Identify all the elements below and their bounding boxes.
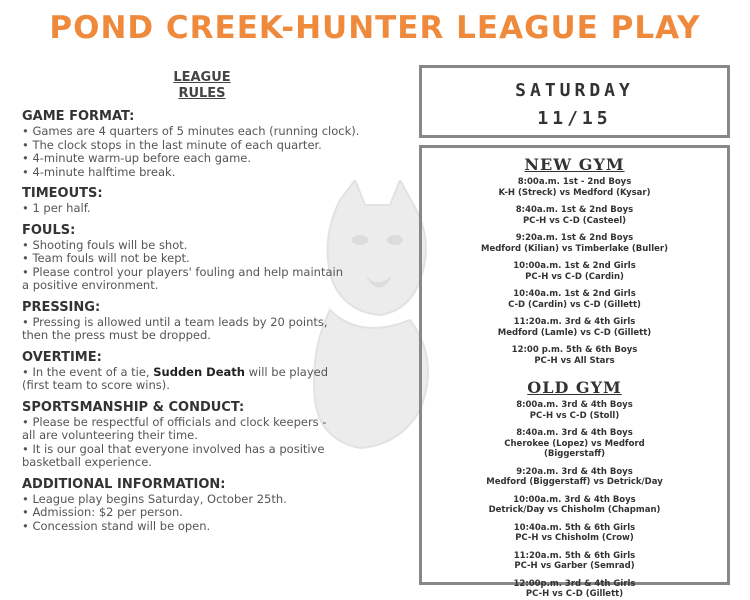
rule-line: • Concession stand will be open. xyxy=(22,518,211,533)
game-teams: K-H (Streck) vs Medford (Kysar) xyxy=(498,187,651,198)
game-schedule xyxy=(419,145,730,599)
rule-line: • 4-minute halftime break. xyxy=(22,164,176,179)
game-time: 9:20a.m. 3rd & 4th Boys xyxy=(516,466,633,477)
game-entry xyxy=(422,467,727,488)
gym-title: OLD GYM xyxy=(527,378,622,397)
game-teams: PC-H vs C-D (Casteel) xyxy=(522,215,627,226)
rule-line: • Games are 4 quarters of 5 minutes each (running clock). xyxy=(22,124,360,138)
game-time: 8:00a.m. 1st - 2nd Boys xyxy=(517,177,632,187)
game-time: 12:00p.m. 3rd & 4th Girls xyxy=(513,578,636,589)
rules-section xyxy=(22,186,412,216)
game-teams: PC-H vs C-D (Stoll) xyxy=(529,410,620,421)
rules-section xyxy=(22,477,412,534)
rule-line: • 1 per half. xyxy=(22,201,91,215)
game-entry xyxy=(422,523,727,544)
rule-line: • In the event of a tie, Sudden Death will be played xyxy=(22,364,329,379)
rules-section xyxy=(22,350,412,393)
game-entry xyxy=(422,261,727,282)
rule-line: • Please be respectful of officials and clock keepers - xyxy=(22,414,327,429)
rules-heading: LEAGUE RULES xyxy=(173,70,231,101)
rule-line: • Pressing is allowed until a team leads by 20 points, xyxy=(22,314,328,329)
rule-line: then the press must be dropped. xyxy=(22,328,211,342)
rule-line: • Team fouls will not be kept. xyxy=(22,251,190,265)
game-teams: Detrick/Day vs Chisholm (Chapman) xyxy=(488,505,661,515)
game-time: 9:20a.m. 1st & 2nd Boys xyxy=(515,233,634,243)
game-entry xyxy=(422,233,727,254)
schedule-day: SATURDAY xyxy=(515,80,634,101)
game-entry xyxy=(422,400,727,421)
game-entry xyxy=(422,495,727,516)
game-teams: C-D (Cardin) vs C-D (Gillett) xyxy=(508,299,641,310)
rule-line: a positive environment. xyxy=(22,278,159,292)
game-teams: PC-H vs C-D (Gillett) xyxy=(525,589,624,599)
game-entry xyxy=(422,205,727,226)
rules-section xyxy=(22,400,412,470)
rule-line: • Admission: $2 per person. xyxy=(22,505,183,519)
game-time: 10:40a.m. 5th & 6th Girls xyxy=(513,522,636,533)
game-teams: Medford (Kilian) vs Timberlake (Buller) xyxy=(481,243,668,254)
section-title: TIMEOUTS: xyxy=(22,186,103,201)
game-time: 10:00a.m. 3rd & 4th Boys xyxy=(513,494,636,505)
section-title: PRESSING: xyxy=(22,299,101,315)
rule-line: • 4-minute warm-up before each game. xyxy=(22,151,252,165)
game-time: 8:00a.m. 3rd & 4th Boys xyxy=(516,400,633,410)
rules-section xyxy=(22,109,412,179)
gym-title: NEW GYM xyxy=(524,155,625,174)
game-entry xyxy=(422,345,727,366)
section-title: SPORTSMANSHIP & CONDUCT: xyxy=(22,399,245,415)
game-time: 11:20a.m. 3rd & 4th Girls xyxy=(513,317,636,327)
game-time: 12:00 p.m. 5th & 6th Boys xyxy=(511,345,638,355)
game-entry xyxy=(422,579,727,600)
game-time: 10:00a.m. 1st & 2nd Girls xyxy=(513,261,636,271)
game-time: 10:40a.m. 1st & 2nd Girls xyxy=(513,289,636,299)
rule-line: all are volunteering their time. xyxy=(22,428,198,442)
rule-line: • Please control your players' fouling and help maintain xyxy=(22,264,343,279)
rule-line: • It is our goal that everyone involved has a positive xyxy=(22,441,325,456)
rule-line: basketball experience. xyxy=(22,455,152,469)
rule-line: (first team to score wins). xyxy=(22,378,170,392)
game-entry xyxy=(422,289,727,310)
game-entry xyxy=(422,428,727,460)
game-teams: PC-H vs C-D (Cardin) xyxy=(525,271,624,282)
game-time: 8:40a.m. 3rd & 4th Boys xyxy=(516,428,633,438)
game-teams: Medford (Lamle) vs C-D (Gillett) xyxy=(497,327,652,338)
game-teams: PC-H vs All Stars xyxy=(534,355,615,366)
game-time: 8:40a.m. 1st & 2nd Boys xyxy=(515,205,634,215)
game-teams: Cherokee (Lopez) vs Medford xyxy=(504,438,645,449)
league-rules xyxy=(22,70,412,533)
game-entry xyxy=(422,317,727,338)
page-title: POND CREEK-HUNTER LEAGUE PLAY xyxy=(49,10,701,46)
schedule-date: 11/15 xyxy=(537,108,612,129)
rule-line: • The clock stops in the last minute of each quarter. xyxy=(22,137,322,152)
rules-section xyxy=(22,223,412,293)
game-entry xyxy=(422,551,727,572)
rule-line: • Shooting fouls will be shot. xyxy=(22,237,188,252)
rules-sections xyxy=(22,109,412,533)
game-teams: (Biggerstaff) xyxy=(543,449,606,459)
section-title: GAME FORMAT: xyxy=(22,109,135,124)
section-title: ADDITIONAL INFORMATION: xyxy=(22,476,226,492)
game-time: 11:20a.m. 5th & 6th Girls xyxy=(513,550,636,561)
game-teams: PC-H vs Garber (Semrad) xyxy=(514,561,635,571)
rules-section xyxy=(22,300,412,343)
date-box xyxy=(419,65,730,138)
section-title: FOULS: xyxy=(22,222,76,238)
game-teams: PC-H vs Chisholm (Crow) xyxy=(515,533,634,543)
section-title: OVERTIME: xyxy=(22,349,102,365)
game-teams: Medford (Biggerstaff) vs Detrick/Day xyxy=(486,477,663,487)
game-entry xyxy=(422,177,727,198)
rule-line: • League play begins Saturday, October 25th. xyxy=(22,491,287,506)
